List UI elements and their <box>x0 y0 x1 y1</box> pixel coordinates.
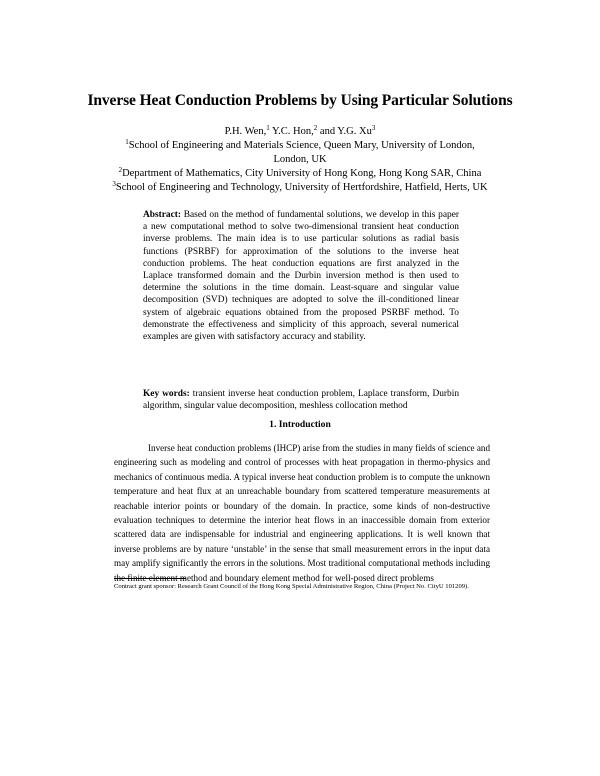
paper-title: Inverse Heat Conduction Problems by Using Particular Solutions <box>87 92 513 109</box>
affiliation-1: $^1$School of Engineering and Materials Science, Queen Mary, University of London, <box>125 138 475 151</box>
footnote: Contract grant sponsor: Research Grant Council of the Hong Kong Special Administrative Region, China (Project No. CityU 101209). <box>114 583 469 590</box>
footnote-divider <box>114 578 186 579</box>
author-sup: 3 <box>371 124 376 132</box>
author-line <box>0 125 600 139</box>
author-name: and Y.G. Xu <box>317 126 372 137</box>
keywords-label: Key words: <box>143 389 190 399</box>
author-name: Y.C. Hon, <box>269 126 314 137</box>
keywords-text: transient inverse heat conduction problem, Laplace transform, Durbin algorithm, singular value decomposition, meshless collocation method <box>143 389 460 412</box>
author-name: P.H. Wen, <box>224 126 267 137</box>
abstract <box>143 209 459 343</box>
affiliation-1-cont: London, UK <box>273 154 327 165</box>
affiliation-3: $^3$School of Engineering and Technology, University of Hertfordshire, Hatfield, Herts, UK <box>112 180 488 193</box>
abstract-text: Based on the method of fundamental solutions, we develop in this paper a new computational method to solve two-dimensional transient heat conduction inverse problems. The main idea is to use particular solutions as radial basis functions (PSRBF) for approximation of the solutions to the inverse heat conduction problems. The heat conduction equations are first analyzed in the Laplace transformed domain and the Durbin inversion method is then used to determine the solutions in the time domain. Least-square and singular value decomposition (SVD) techniques are adopted to solve the ill-conditioned linear system of algebraic equations obtained from the proposed PSRBF method. To demonstrate the effectiveness and simplicity of this approach, several numerical examples are given with satisfactory accuracy and stability. <box>143 210 459 343</box>
affiliation-2: $^2$Department of Mathematics, City University of Hong Kong, Hong Kong SAR, China <box>118 166 482 179</box>
abstract-label: Abstract: <box>143 210 182 220</box>
author-block <box>0 125 600 195</box>
section-heading: 1. Introduction <box>269 419 331 430</box>
intro-paragraph: Inverse heat conduction problems (IHCP) arise from the studies in many fields of science and engineering such as modeling and control of processes with heat propagation in thermo-physics and mechanics of continuous media. A typical inverse heat conduction problem is to compute the unknown temperature and heat flux at an unreachable boundary from scattered temperature measurements at reachable interior points or boundary of the domain. In practice, some kinds of non-destructive evaluation techniques to determine the interior heat flows in an inaccessible domain from exterior scattered data are indispensable for industrial and engineering applications. It is well known that inverse problems are by nature ‘unstable’ in the sense that small measurement errors in the input data may amplify significantly the errors in the solutions. Most traditional computational methods including the finite element method and boundary element method for well-posed direct problems <box>114 443 490 583</box>
author-sup: 2 <box>313 124 318 132</box>
author-sup: 1 <box>266 124 270 132</box>
keywords <box>143 388 459 412</box>
